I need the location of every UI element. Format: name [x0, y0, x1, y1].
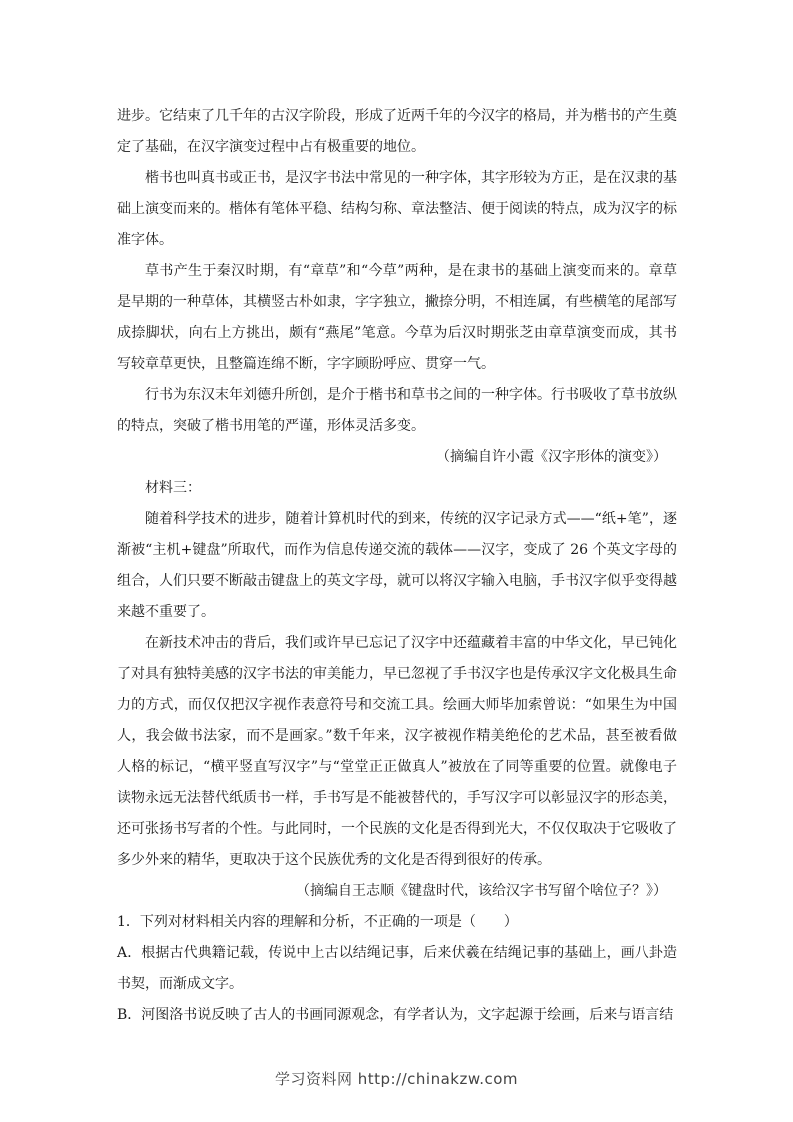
question-option-b: B．河图洛书说反映了古人的书画同源观念，有学者认为，文字起源于绘画，后来与语言结: [117, 1007, 674, 1023]
paragraph-continuation: 进步。它结束了几千年的古汉字阶段，形成了近两千年的今汉字的格局，并为楷书的产生奠定了基础，在汉字演变过程中占有极重要的地位。: [117, 108, 677, 155]
source-citation-2: （摘编自王志顺《键盘时代，该给汉字书写留个啥位子？》）: [296, 883, 667, 899]
paragraph-handwriting-culture: 在新技术冲击的背后，我们或许早已忘记了汉字中还蕴藏着丰富的中华文化，早已钝化了对具有独特美感的汉字书法的审美能力，早已忽视了手书汉字也是传承汉字文化极具生命力的方式，而仅仅把汉字视作表意符号和交流工具。绘画大师毕加索曾说：“如果生为中国人，我会做书法家，而不是画家。”数千年来，汉字被视作精美绝伦的艺术品，甚至被看做人格的标记，“横平竖直写汉字”与“堂堂正正做真人”被放在了同等重要的位置。就像电子读物永远无法替代纸质书一样，手书写是不能被替代的，手写汉字可以彰显汉字的形态美，还可张扬书写者的个性。与此同时，一个民族的文化是否得到光大，不仅仅取决于它吸收了多少外来的精华，更取决于这个民族优秀的文化是否得到很好的传承。: [117, 635, 677, 868]
material-three-heading: 材料三：: [145, 480, 201, 496]
paragraph-kaishu: 楷书也叫真书或正书，是汉字书法中常见的一种字体，其字形较为方正，是在汉隶的基础上演变而来的。楷体有笔体平稳、结构匀称、章法整洁、便于阅读的特点，成为汉字的标准字体。: [117, 170, 677, 248]
document-body: [117, 101, 677, 1031]
source-citation-1: （摘编自许小霞《汉字形体的演变》）: [436, 449, 667, 465]
paragraph-xingshu: 行书为东汉末年刘德升所创，是介于楷书和草书之间的一种字体。行书吸收了草书放纵的特点，突破了楷书用笔的严谨，形体灵活多变。: [117, 387, 677, 434]
question-stem: 1．下列对材料相关内容的理解和分析，不正确的一项是（ ）: [117, 914, 518, 930]
paragraph-caoshu: 草书产生于秦汉时期，有“章草”和“今草”两种，是在隶书的基础上演变而来的。章草是早期的一种草体，其横竖古朴如隶，字字独立，撇捺分明，不相连属，有些横笔的尾部写成捺脚状，向右上方挑出，颇有“燕尾”笔意。今草为后汉时期张芝由章草演变而成，其书写较章草更快，且整篇连绵不断，字字顾盼呼应、贯穿一气。: [117, 263, 677, 372]
question-option-a: A．根据古代典籍记载，传说中上古以结绳记事，后来伏羲在结绳记事的基础上，画八卦造书契，而渐成文字。: [117, 945, 677, 992]
page-footer-watermark: 学习资料网 http://chinakzw.com: [274, 1070, 519, 1088]
paragraph-keyboard-era: 随着科学技术的进步，随着计算机时代的到来，传统的汉字记录方式——“纸+笔”，逐渐被“主机+键盘”所取代，而作为信息传递交流的载体——汉字，变成了 26 个英文字母的组合，人们只要不断敲击键盘上的英文字母，就可以将汉字输入电脑，手书汉字似乎变得越来越不重要了。: [117, 511, 677, 620]
